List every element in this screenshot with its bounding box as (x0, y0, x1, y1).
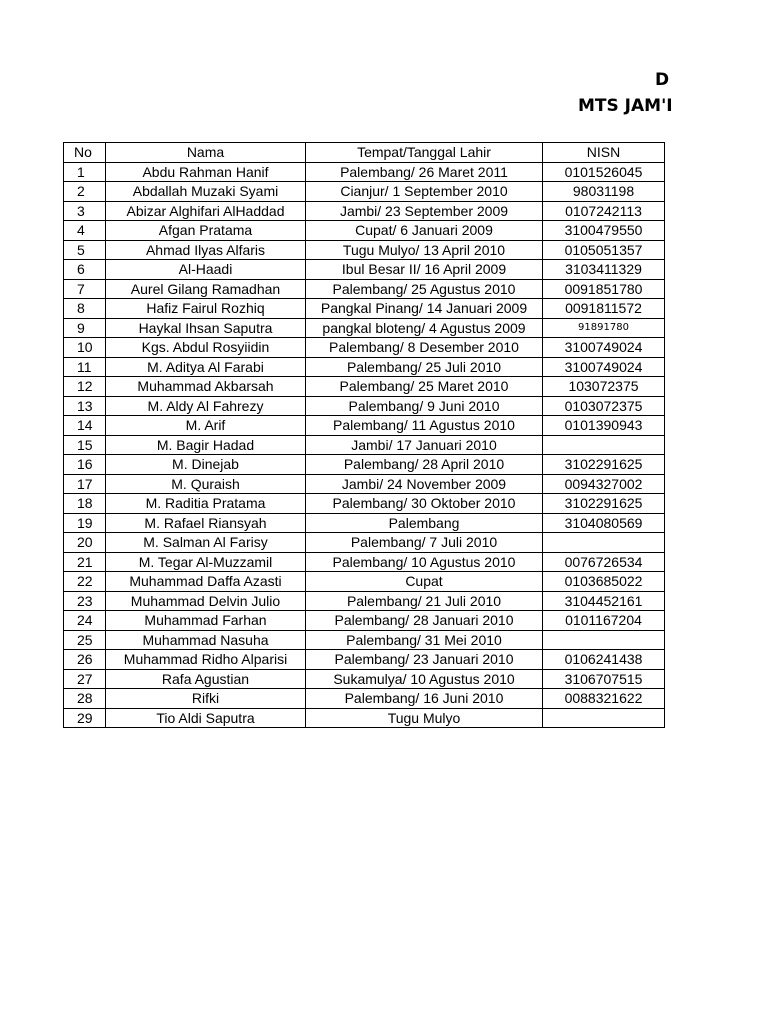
no-cell: 25 (64, 630, 106, 650)
birth-place-date-cell: Jambi/ 24 November 2009 (306, 474, 543, 494)
name-cell: M. Salman Al Farisy (106, 533, 306, 553)
table-row (64, 474, 665, 494)
birth-place-date-cell: Tugu Mulyo (306, 708, 543, 728)
birth-place-date-cell: Palembang/ 30 Oktober 2010 (306, 494, 543, 514)
nisn-cell: 0101390943 (543, 416, 665, 436)
nisn-cell: 0091811572 (543, 299, 665, 319)
table-row (64, 377, 665, 397)
table-row (64, 279, 665, 299)
table-row (64, 513, 665, 533)
name-cell: Muhammad Farhan (106, 611, 306, 631)
name-cell: Ahmad Ilyas Alfaris (106, 240, 306, 260)
nisn-cell: 3104080569 (543, 513, 665, 533)
table-row (64, 611, 665, 631)
table-row (64, 689, 665, 709)
birth-place-date-cell: Palembang/ 21 Juli 2010 (306, 591, 543, 611)
column-header-nama: Nama (106, 143, 306, 163)
name-cell: Muhammad Daffa Azasti (106, 572, 306, 592)
school-name: MTS JAM'I (578, 96, 673, 116)
no-cell: 29 (64, 708, 106, 728)
name-cell: Abdallah Muzaki Syami (106, 182, 306, 202)
no-cell: 6 (64, 260, 106, 280)
no-cell: 8 (64, 299, 106, 319)
nisn-cell: 0088321622 (543, 689, 665, 709)
table-row (64, 201, 665, 221)
birth-place-date-cell: Palembang/ 10 Agustus 2010 (306, 552, 543, 572)
table-row (64, 455, 665, 475)
no-cell: 12 (64, 377, 106, 397)
name-cell: Muhammad Akbarsah (106, 377, 306, 397)
no-cell: 28 (64, 689, 106, 709)
birth-place-date-cell: Palembang/ 31 Mei 2010 (306, 630, 543, 650)
birth-place-date-cell: Palembang/ 26 Maret 2011 (306, 162, 543, 182)
name-cell: Haykal Ihsan Saputra (106, 318, 306, 338)
nisn-cell: 3100479550 (543, 221, 665, 241)
birth-place-date-cell: Palembang/ 28 Januari 2010 (306, 611, 543, 631)
birth-place-date-cell: Palembang/ 25 Juli 2010 (306, 357, 543, 377)
no-cell: 2 (64, 182, 106, 202)
nisn-cell: 0103685022 (543, 572, 665, 592)
no-cell: 13 (64, 396, 106, 416)
no-cell: 17 (64, 474, 106, 494)
name-cell: M. Rafael Riansyah (106, 513, 306, 533)
birth-place-date-cell: Ibul Besar II/ 16 April 2009 (306, 260, 543, 280)
no-cell: 23 (64, 591, 106, 611)
name-cell: Abizar Alghifari AlHaddad (106, 201, 306, 221)
name-cell: M. Aldy Al Fahrezy (106, 396, 306, 416)
name-cell: M. Aditya Al Farabi (106, 357, 306, 377)
nisn-cell: 3104452161 (543, 591, 665, 611)
table-row (64, 552, 665, 572)
birth-place-date-cell: Jambi/ 17 Januari 2010 (306, 435, 543, 455)
nisn-cell: 3100749024 (543, 357, 665, 377)
name-cell: Rifki (106, 689, 306, 709)
birth-place-date-cell: pangkal bloteng/ 4 Agustus 2009 (306, 318, 543, 338)
no-cell: 21 (64, 552, 106, 572)
nisn-cell: 3100749024 (543, 338, 665, 358)
no-cell: 5 (64, 240, 106, 260)
birth-place-date-cell: Cupat (306, 572, 543, 592)
name-cell: M. Bagir Hadad (106, 435, 306, 455)
birth-place-date-cell: Cupat/ 6 Januari 2009 (306, 221, 543, 241)
nisn-cell (543, 435, 665, 455)
document-title: D (655, 70, 670, 90)
nisn-cell: 91891780 (543, 318, 665, 338)
birth-place-date-cell: Palembang/ 7 Juli 2010 (306, 533, 543, 553)
nisn-cell (543, 708, 665, 728)
column-header-no: No (64, 143, 106, 163)
birth-place-date-cell: Palembang/ 25 Agustus 2010 (306, 279, 543, 299)
name-cell: M. Quraish (106, 474, 306, 494)
name-cell: Abdu Rahman Hanif (106, 162, 306, 182)
name-cell: Rafa Agustian (106, 669, 306, 689)
nisn-cell: 3102291625 (543, 455, 665, 475)
table-row (64, 318, 665, 338)
birth-place-date-cell: Palembang/ 25 Maret 2010 (306, 377, 543, 397)
nisn-cell (543, 630, 665, 650)
name-cell: M. Arif (106, 416, 306, 436)
no-cell: 20 (64, 533, 106, 553)
name-cell: M. Dinejab (106, 455, 306, 475)
no-cell: 4 (64, 221, 106, 241)
name-cell: M. Raditia Pratama (106, 494, 306, 514)
birth-place-date-cell: Sukamulya/ 10 Agustus 2010 (306, 669, 543, 689)
table-header-row (64, 143, 665, 163)
nisn-cell: 98031198 (543, 182, 665, 202)
birth-place-date-cell: Jambi/ 23 September 2009 (306, 201, 543, 221)
table-row (64, 533, 665, 553)
student-table (63, 142, 665, 728)
birth-place-date-cell: Tugu Mulyo/ 13 April 2010 (306, 240, 543, 260)
column-header-nisn: NISN (543, 143, 665, 163)
name-cell: Muhammad Delvin Julio (106, 591, 306, 611)
nisn-cell: 0101526045 (543, 162, 665, 182)
nisn-cell: 103072375 (543, 377, 665, 397)
table-row (64, 494, 665, 514)
column-header-tempat-tanggal-lahir: Tempat/Tanggal Lahir (306, 143, 543, 163)
no-cell: 10 (64, 338, 106, 358)
table-row (64, 416, 665, 436)
no-cell: 14 (64, 416, 106, 436)
nisn-cell: 0076726534 (543, 552, 665, 572)
name-cell: Kgs. Abdul Rosyiidin (106, 338, 306, 358)
no-cell: 27 (64, 669, 106, 689)
table-row (64, 260, 665, 280)
table-row (64, 435, 665, 455)
birth-place-date-cell: Palembang/ 28 April 2010 (306, 455, 543, 475)
no-cell: 19 (64, 513, 106, 533)
no-cell: 1 (64, 162, 106, 182)
nisn-cell: 3106707515 (543, 669, 665, 689)
birth-place-date-cell: Palembang/ 11 Agustus 2010 (306, 416, 543, 436)
table-row (64, 299, 665, 319)
table-row (64, 650, 665, 670)
nisn-cell: 0101167204 (543, 611, 665, 631)
nisn-cell (543, 533, 665, 553)
nisn-cell: 0103072375 (543, 396, 665, 416)
table-row (64, 338, 665, 358)
nisn-cell: 0091851780 (543, 279, 665, 299)
table-row (64, 572, 665, 592)
name-cell: Afgan Pratama (106, 221, 306, 241)
no-cell: 16 (64, 455, 106, 475)
table-row (64, 591, 665, 611)
table-row (64, 162, 665, 182)
no-cell: 7 (64, 279, 106, 299)
nisn-cell: 3103411329 (543, 260, 665, 280)
no-cell: 22 (64, 572, 106, 592)
birth-place-date-cell: Palembang/ 23 Januari 2010 (306, 650, 543, 670)
table-row (64, 240, 665, 260)
no-cell: 15 (64, 435, 106, 455)
birth-place-date-cell: Cianjur/ 1 September 2010 (306, 182, 543, 202)
birth-place-date-cell: Palembang/ 9 Juni 2010 (306, 396, 543, 416)
birth-place-date-cell: Pangkal Pinang/ 14 Januari 2009 (306, 299, 543, 319)
table-row (64, 708, 665, 728)
name-cell: Muhammad Ridho Alparisi (106, 650, 306, 670)
nisn-cell: 0094327002 (543, 474, 665, 494)
table-row (64, 182, 665, 202)
name-cell: Hafiz Fairul Rozhiq (106, 299, 306, 319)
nisn-cell: 0105051357 (543, 240, 665, 260)
table-row (64, 630, 665, 650)
no-cell: 3 (64, 201, 106, 221)
nisn-cell: 3102291625 (543, 494, 665, 514)
table-row (64, 357, 665, 377)
table-row (64, 396, 665, 416)
no-cell: 9 (64, 318, 106, 338)
name-cell: Aurel Gilang Ramadhan (106, 279, 306, 299)
nisn-cell: 0106241438 (543, 650, 665, 670)
table-row (64, 221, 665, 241)
no-cell: 24 (64, 611, 106, 631)
no-cell: 18 (64, 494, 106, 514)
table-row (64, 669, 665, 689)
birth-place-date-cell: Palembang (306, 513, 543, 533)
name-cell: Al-Haadi (106, 260, 306, 280)
no-cell: 26 (64, 650, 106, 670)
no-cell: 11 (64, 357, 106, 377)
birth-place-date-cell: Palembang/ 16 Juni 2010 (306, 689, 543, 709)
name-cell: M. Tegar Al-Muzzamil (106, 552, 306, 572)
nisn-cell: 0107242113 (543, 201, 665, 221)
name-cell: Muhammad Nasuha (106, 630, 306, 650)
name-cell: Tio Aldi Saputra (106, 708, 306, 728)
birth-place-date-cell: Palembang/ 8 Desember 2010 (306, 338, 543, 358)
